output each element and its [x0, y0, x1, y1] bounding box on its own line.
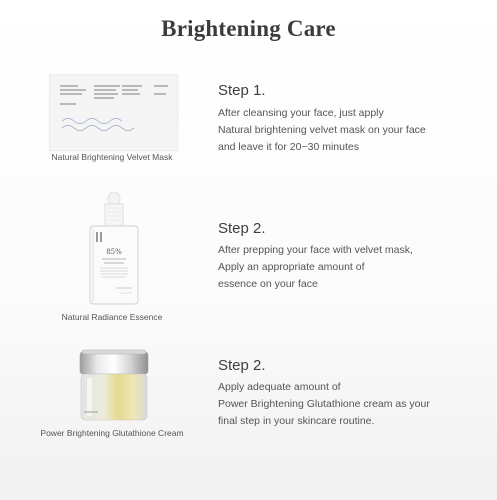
step-1-line-3: and leave it for 20~30 minutes [218, 141, 359, 153]
step-2-title: Step 2. [218, 220, 266, 237]
step-3-line-1: Apply adequate amount of [218, 381, 341, 393]
step-1-line-2: Natural brightening velvet mask on your face [218, 124, 426, 136]
step-2-line-2: Apply an appropriate amount of [218, 261, 365, 273]
step-1-line-1: After cleansing your face, just apply [218, 107, 384, 119]
product-name-radiance-essence: Natural Radiance Essence [61, 312, 163, 322]
product-name-glutathione-cream: Power Brightening Glutathione Cream [40, 428, 184, 438]
velvet-mask-product-image [49, 74, 178, 151]
handwritten-script-decoration [60, 115, 138, 133]
step-3-title: Step 2. [218, 357, 266, 374]
step-2-line-1: After prepping your face with velvet mask, [218, 244, 413, 256]
step-1-title: Step 1. [218, 82, 266, 99]
step-2-line-3: essence on your face [218, 278, 318, 290]
essence-bottle-product-image [86, 192, 142, 306]
step-3-line-2: Power Brightening Glutathione cream as your [218, 398, 430, 410]
glutathione-cream-jar-product-image [78, 348, 150, 423]
page-title: Brightening Care [161, 16, 336, 41]
svg-text:85%: 85% [106, 248, 122, 256]
step-3-line-3: final step in your skincare routine. [218, 415, 375, 427]
product-name-velvet-mask: Natural Brightening Velvet Mask [51, 152, 173, 162]
